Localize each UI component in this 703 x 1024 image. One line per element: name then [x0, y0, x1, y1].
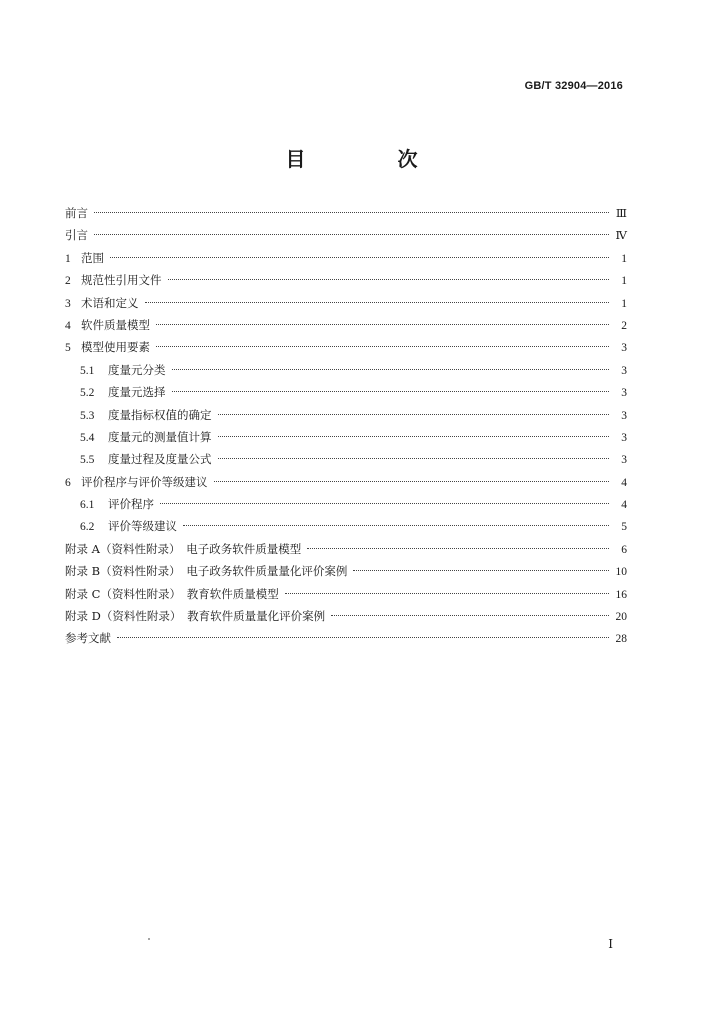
dot-leader	[307, 548, 609, 549]
toc-entry-label: 度量过程及度量公式	[108, 452, 212, 467]
toc-entry-number: 6	[65, 476, 71, 489]
toc-entry-label: 前言	[65, 206, 88, 220]
toc-entry[interactable]	[65, 627, 627, 649]
toc-entry[interactable]	[65, 471, 627, 493]
toc-entry[interactable]	[65, 404, 627, 426]
dot-leader	[94, 212, 609, 213]
dot-leader	[160, 503, 609, 504]
toc-entry-number: 5	[65, 342, 71, 355]
toc-entry-page: 4	[621, 476, 627, 489]
toc-entry-label: 评价等级建议	[108, 519, 177, 534]
toc-entry-page: 4	[621, 499, 627, 512]
toc-entry[interactable]	[65, 292, 627, 314]
toc-entry-number: 5.2	[80, 387, 95, 400]
dot-leader	[331, 615, 609, 616]
toc-entry[interactable]	[65, 314, 627, 336]
dot-leader	[110, 257, 609, 258]
toc-entry-label: 评价程序	[108, 497, 154, 512]
dot-leader	[285, 593, 609, 594]
toc-entry[interactable]	[65, 515, 627, 537]
toc-entry-label: 度量指标权值的确定	[108, 407, 212, 422]
toc-entry-label: 软件质量模型	[81, 317, 150, 332]
toc-entry-page: 3	[621, 431, 627, 444]
toc-entry[interactable]	[65, 224, 627, 246]
toc-entry-page: Ⅲ	[615, 208, 627, 220]
toc-entry[interactable]	[65, 247, 627, 269]
toc-entry-label: 附录 C（资料性附录） 教育软件质量模型	[65, 586, 279, 601]
toc-entry-page: 6	[621, 543, 627, 556]
dot-leader	[183, 525, 609, 526]
page-title: 目 次	[285, 147, 454, 171]
dot-leader	[172, 391, 610, 392]
dot-leader	[145, 302, 610, 303]
toc-entry-label: 评价程序与评价等级建议	[81, 474, 208, 489]
dot-leader	[168, 279, 610, 280]
toc-entry-label: 度量元分类	[108, 362, 166, 377]
toc-entry-page: 2	[621, 319, 627, 332]
toc-entry-page: 3	[621, 409, 627, 422]
dot-leader	[156, 346, 609, 347]
toc-entry[interactable]	[65, 583, 627, 605]
dot-leader	[218, 458, 610, 459]
toc-entry-number: 5.5	[80, 454, 95, 467]
dot-leader	[172, 369, 610, 370]
toc-entry-label: 引言	[65, 228, 88, 243]
dot-leader	[353, 570, 609, 571]
toc-entry-page: 3	[621, 342, 627, 355]
toc-entry-page: Ⅳ	[615, 230, 627, 243]
toc-entry-label: 术语和定义	[81, 295, 139, 310]
toc-entry-page: 3	[621, 387, 627, 400]
toc-entry-page: 28	[615, 633, 627, 646]
dot-leader	[218, 414, 610, 415]
toc-entry[interactable]	[65, 605, 627, 627]
toc-entry-page: 20	[615, 611, 627, 624]
table-of-contents	[65, 202, 627, 650]
toc-entry[interactable]	[65, 269, 627, 291]
toc-entry-page: 16	[615, 588, 627, 601]
toc-entry-label: 范围	[81, 250, 104, 265]
toc-entry-number: 1	[65, 252, 71, 265]
toc-entry-page: 3	[621, 364, 627, 377]
dot-leader	[117, 637, 609, 638]
scan-speck	[148, 938, 150, 940]
toc-entry-page: 1	[621, 297, 627, 310]
toc-entry-number: 6.2	[80, 521, 95, 534]
dot-leader	[218, 436, 610, 437]
toc-entry-page: 10	[615, 566, 627, 579]
dot-leader	[214, 481, 610, 482]
toc-entry-page: 1	[621, 252, 627, 265]
toc-entry-number: 5.3	[80, 409, 95, 422]
toc-entry-label: 模型使用要素	[81, 340, 150, 355]
toc-entry-label: 规范性引用文件	[81, 273, 162, 288]
dot-leader	[94, 234, 609, 235]
toc-entry[interactable]	[65, 538, 627, 560]
toc-entry[interactable]	[65, 493, 627, 515]
toc-entry-label: 附录 B（资料性附录） 电子政务软件质量量化评价案例	[65, 564, 348, 579]
toc-entry-page: 5	[621, 521, 627, 534]
toc-entry-label: 度量元的测量值计算	[108, 429, 212, 444]
toc-entry-number: 4	[65, 319, 71, 332]
toc-entry[interactable]	[65, 202, 627, 224]
toc-entry-number: 5.1	[80, 364, 95, 377]
toc-entry-label: 参考文献	[65, 631, 111, 646]
toc-entry-number: 6.1	[80, 499, 95, 512]
footer-page-number: Ⅰ	[608, 937, 613, 951]
toc-entry[interactable]	[65, 359, 627, 381]
dot-leader	[156, 324, 609, 325]
standard-code: GB/T 32904—2016	[524, 80, 623, 92]
toc-entry-label: 附录 D（资料性附录） 教育软件质量量化评价案例	[65, 609, 326, 624]
toc-entry-number: 3	[65, 297, 71, 310]
toc-entry-number: 5.4	[80, 431, 95, 444]
toc-entry[interactable]	[65, 381, 627, 403]
toc-entry[interactable]	[65, 448, 627, 470]
toc-entry-page: 1	[621, 275, 627, 288]
toc-entry-number: 2	[65, 275, 71, 288]
toc-entry-page: 3	[621, 454, 627, 467]
toc-entry[interactable]	[65, 336, 627, 358]
toc-entry-label: 度量元选择	[108, 385, 166, 400]
toc-entry[interactable]	[65, 426, 627, 448]
toc-entry[interactable]	[65, 560, 627, 582]
toc-entry-label: 附录 A（资料性附录） 电子政务软件质量模型	[65, 541, 302, 556]
